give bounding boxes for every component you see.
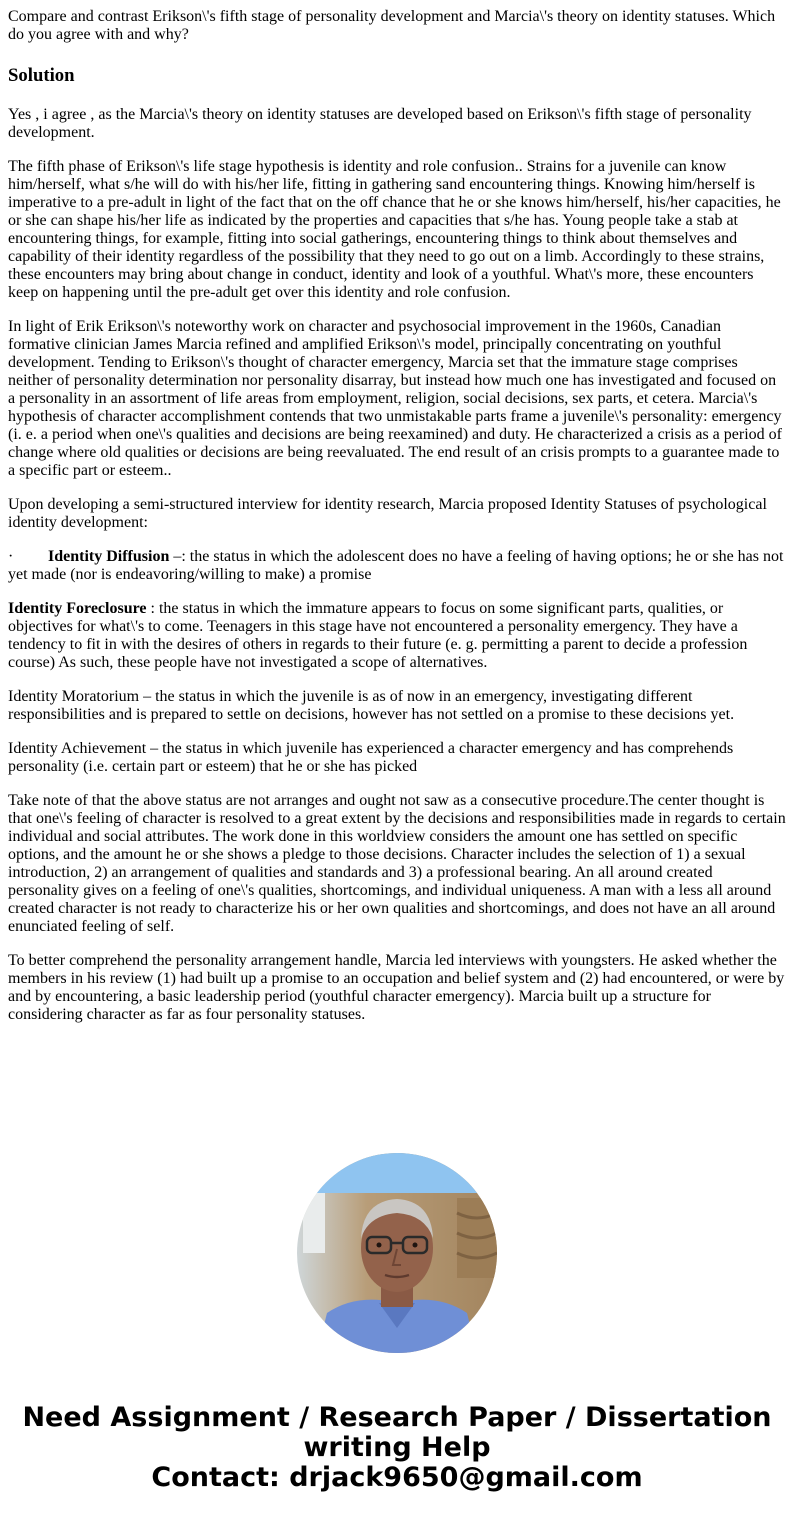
- term-identity-foreclosure: Identity Foreclosure: [8, 600, 147, 617]
- solution-heading: Solution: [8, 65, 75, 86]
- promo-line-2: writing Help: [303, 1432, 491, 1463]
- paragraph-identity-foreclosure: [8, 600, 786, 672]
- author-avatar: [297, 1153, 497, 1353]
- term-identity-diffusion: Identity Diffusion: [48, 548, 170, 565]
- paragraph-identity-moratorium: Identity Moratorium – the status in which the juvenile is as of now in an emergency, investigating different responsibilities and is prepared to settle on decisions, however has not settled on a promise to these decisions yet.: [8, 688, 735, 723]
- definition-identity-diffusion: –: the status in which the adolescent does no have a feeling of having options; he or she has not yet made (nor is endeavoring/willing to make) a promise: [8, 548, 784, 583]
- bullet-glyph: ·: [8, 548, 14, 565]
- paragraph-marcia-background: In light of Erik Erikson\'s noteworthy work on character and psychosocial improvement in the 1960s, Canadian formative clinician James Marcia refined and amplified Erikson\'s model, principally concentrating on youthful development. Tending to Erikson\'s thought of character emergency, Marcia set that the immature stage comprises neither of personality determination nor personality disarray, but instead how much one has investigated and focused on a personality in an assortment of life areas from employment, religion, social decisions, sex parts, et cetera. Marcia\'s hypothesis of character accomplishment contends that two unmistakable parts frame a juvenile\'s personality: emergency (i. e. a period when one\'s qualities and decisions are being reexamined) and duty. He characterized a crisis as a period of change where old qualities or decisions are being reevaluated. The end result of an crisis prompts to a guarantee made to a specific part or esteem..: [8, 318, 782, 479]
- paragraph-identity-statuses-intro: Upon developing a semi-structured interview for identity research, Marcia proposed Identity Statuses of psychological identity development:: [8, 496, 767, 531]
- avatar-portrait-graphic: [297, 1153, 497, 1353]
- document-body: [8, 8, 786, 1024]
- definition-identity-foreclosure: : the status in which the immature appears to focus on some significant parts, qualities, or objectives for what\'s to come. Teenagers in this stage have not encountered a personality emergency. They have a tendency to fit in with the desires of others in regards to their future (e. g. permitting a parent to decide a profession course) As such, these people have not investigated a scope of alternatives.: [8, 600, 748, 671]
- promo-contact-line: Contact: drjack9650@gmail.com: [151, 1462, 643, 1493]
- question-text: Compare and contrast Erikson\'s fifth stage of personality development and Marcia\'s theory on identity statuses. Which do you agree with and why?: [8, 8, 776, 43]
- paragraph-erikson-fifth-stage: The fifth phase of Erikson\'s life stage hypothesis is identity and role confusion.. Strains for a juvenile can know him/herself, what s/he will do with his/her life, fitting in gathering sand encountering things. Knowing him/herself is imperative to a pre-adult in light of the fact that on the off chance that he or she knows him/herself, his/her capacities, he or she can shape his/her life as indicated by the properties and capacities that s/he has. Young people take a stab at encountering things, for example, fitting into social gatherings, encountering things to think about themselves and capability of their identity regardless of the possibility that they need to go out on a limb. Accordingly to these strains, these encounters may bring about change in conduct, identity and look of a youthful. What\'s more, these encounters keep on happening until the pre-adult get over this identity and role confusion.: [8, 158, 781, 301]
- paragraph-identity-diffusion: [8, 548, 786, 584]
- promo-footer: [0, 1403, 794, 1493]
- promo-line-1: Need Assignment / Research Paper / Dissertation: [22, 1402, 772, 1433]
- paragraph-marcia-interviews: To better comprehend the personality arrangement handle, Marcia led interviews with youngsters. He asked whether the members in his review (1) had built up a promise to an occupation and belief system and (2) had encountered, or were by and by encountering, a basic leadership period (youthful character emergency). Marcia built up a structure for considering character as far as four personality statuses.: [8, 952, 785, 1023]
- paragraph-status-notes: Take note of that the above status are not arranges and ought not saw as a consecutive procedure.The center thought is that one\'s feeling of character is resolved to a great extent by the decisions and responsibilities made in regards to certain individual and social attributes. The work done in this worldview considers the amount one has settled on specific options, and the amount he or she shows a pledge to those decisions. Character includes the selection of 1) a sexual introduction, 2) an arrangement of qualities and standards and 3) a professional bearing. An all around created personality gives on a feeling of one\'s qualities, shortcomings, and individual uniqueness. A man with a less all around created character is not ready to characterize his or her own qualities and shortcomings, and does not have an all around enunciated feeling of self.: [8, 792, 786, 935]
- paragraph-identity-achievement: Identity Achievement – the status in which juvenile has experienced a character emergency and has comprehends personality (i.e. certain part or esteem) that he or she has picked: [8, 740, 734, 775]
- paragraph-agreement: Yes , i agree , as the Marcia\'s theory on identity statuses are developed based on Erikson\'s fifth stage of personality development.: [8, 106, 752, 141]
